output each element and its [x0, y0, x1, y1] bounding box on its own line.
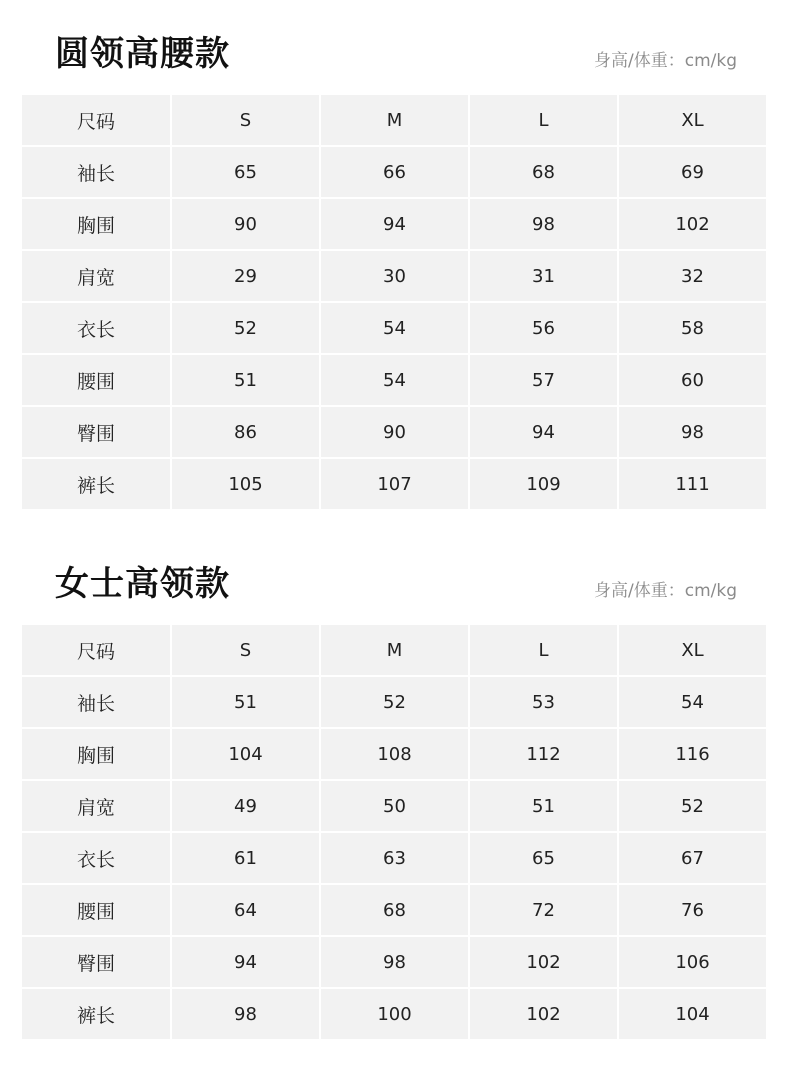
table-cell: 53	[470, 677, 617, 727]
row-label: 衣长	[22, 303, 170, 353]
section-title: 女士高领款	[55, 564, 230, 604]
table-row	[22, 677, 766, 727]
table-cell: 64	[172, 885, 319, 935]
table-cell: 52	[321, 677, 468, 727]
table-cell: 51	[172, 677, 319, 727]
table-row	[22, 833, 766, 883]
header-cell: L	[470, 625, 617, 675]
table-cell: 104	[172, 729, 319, 779]
table-cell: 52	[172, 303, 319, 353]
row-label: 腰围	[22, 355, 170, 405]
row-label: 裤长	[22, 989, 170, 1039]
table-cell: 94	[321, 199, 468, 249]
header-cell: XL	[619, 625, 766, 675]
table-cell: 51	[470, 781, 617, 831]
table-cell: 65	[470, 833, 617, 883]
table-cell: 86	[172, 407, 319, 457]
table-cell: 98	[172, 989, 319, 1039]
row-label: 臀围	[22, 407, 170, 457]
table-cell: 111	[619, 459, 766, 509]
row-label: 胸围	[22, 729, 170, 779]
table-cell: 112	[470, 729, 617, 779]
table-row	[22, 303, 766, 353]
size-table	[20, 93, 768, 511]
table-row	[22, 781, 766, 831]
row-label: 腰围	[22, 885, 170, 935]
unit-label: 身高/体重：cm/kg	[594, 581, 737, 601]
header-cell: 尺码	[22, 95, 170, 145]
header-cell: XL	[619, 95, 766, 145]
table-row	[22, 885, 766, 935]
header-cell: S	[172, 95, 319, 145]
section-title: 圆领高腰款	[55, 34, 230, 74]
table-cell: 90	[321, 407, 468, 457]
header-cell: L	[470, 95, 617, 145]
table-cell: 32	[619, 251, 766, 301]
size-table	[20, 623, 768, 1041]
table-cell: 108	[321, 729, 468, 779]
table-cell: 106	[619, 937, 766, 987]
table-cell: 68	[470, 147, 617, 197]
table-row	[22, 251, 766, 301]
table-cell: 94	[470, 407, 617, 457]
table-cell: 54	[619, 677, 766, 727]
table-cell: 68	[321, 885, 468, 935]
unit-label: 身高/体重：cm/kg	[594, 51, 737, 71]
table-cell: 57	[470, 355, 617, 405]
row-label: 衣长	[22, 833, 170, 883]
row-label: 臀围	[22, 937, 170, 987]
table-row	[22, 407, 766, 457]
header-cell: S	[172, 625, 319, 675]
table-cell: 56	[470, 303, 617, 353]
table-cell: 102	[619, 199, 766, 249]
table-cell: 90	[172, 199, 319, 249]
table-cell: 76	[619, 885, 766, 935]
row-label: 裤长	[22, 459, 170, 509]
table-cell: 98	[470, 199, 617, 249]
table-cell: 66	[321, 147, 468, 197]
table-cell: 29	[172, 251, 319, 301]
table-cell: 54	[321, 355, 468, 405]
row-label: 胸围	[22, 199, 170, 249]
table-cell: 107	[321, 459, 468, 509]
table-cell: 30	[321, 251, 468, 301]
table-cell: 98	[321, 937, 468, 987]
table-cell: 116	[619, 729, 766, 779]
table-cell: 49	[172, 781, 319, 831]
row-label: 肩宽	[22, 781, 170, 831]
table-cell: 109	[470, 459, 617, 509]
table-cell: 102	[470, 989, 617, 1039]
header-cell: M	[321, 625, 468, 675]
row-label: 袖长	[22, 147, 170, 197]
table-row	[22, 459, 766, 509]
row-label: 袖长	[22, 677, 170, 727]
table-cell: 61	[172, 833, 319, 883]
table-cell: 98	[619, 407, 766, 457]
table-cell: 58	[619, 303, 766, 353]
table-cell: 51	[172, 355, 319, 405]
header-cell: M	[321, 95, 468, 145]
table-cell: 94	[172, 937, 319, 987]
table-row	[22, 729, 766, 779]
table-cell: 54	[321, 303, 468, 353]
row-label: 肩宽	[22, 251, 170, 301]
table-cell: 100	[321, 989, 468, 1039]
table-cell: 65	[172, 147, 319, 197]
table-row	[22, 199, 766, 249]
table-row	[22, 355, 766, 405]
table-row	[22, 937, 766, 987]
table-header-row	[22, 625, 766, 675]
table-header-row	[22, 95, 766, 145]
table-cell: 52	[619, 781, 766, 831]
table-cell: 102	[470, 937, 617, 987]
table-cell: 104	[619, 989, 766, 1039]
header-cell: 尺码	[22, 625, 170, 675]
table-cell: 60	[619, 355, 766, 405]
table-cell: 105	[172, 459, 319, 509]
table-cell: 50	[321, 781, 468, 831]
table-cell: 63	[321, 833, 468, 883]
table-cell: 31	[470, 251, 617, 301]
table-row	[22, 989, 766, 1039]
table-cell: 72	[470, 885, 617, 935]
table-cell: 69	[619, 147, 766, 197]
table-row	[22, 147, 766, 197]
table-cell: 67	[619, 833, 766, 883]
